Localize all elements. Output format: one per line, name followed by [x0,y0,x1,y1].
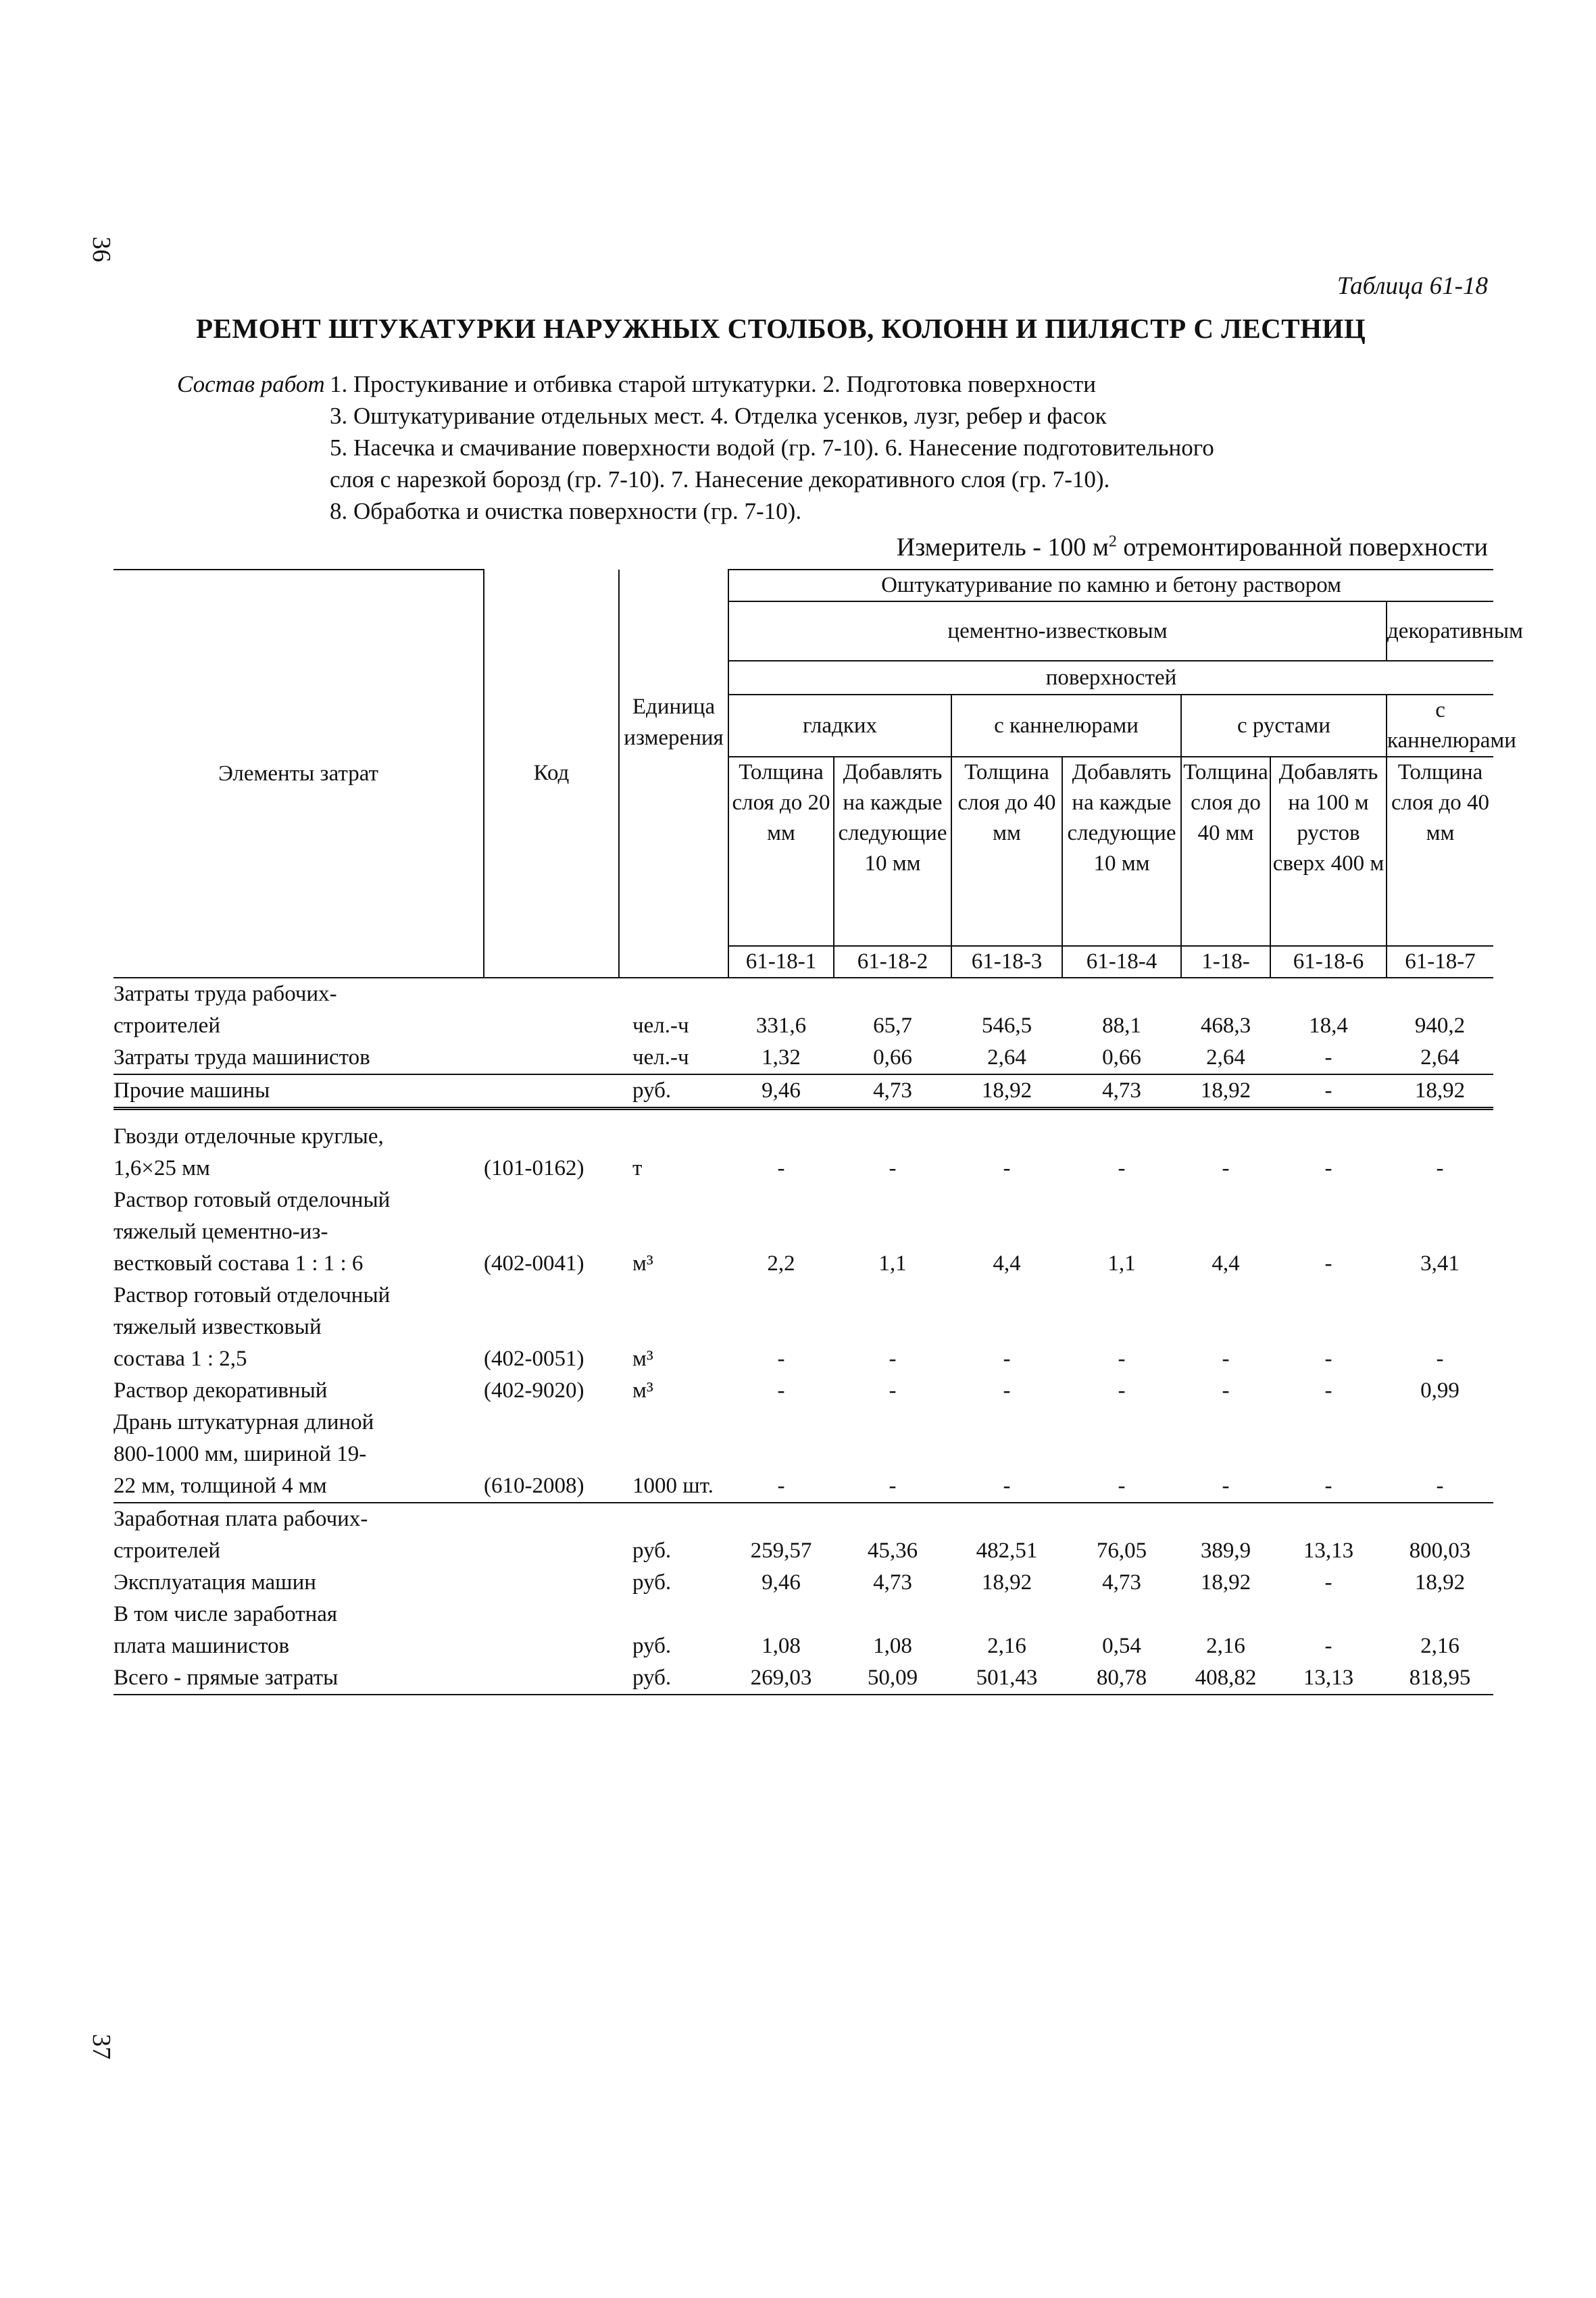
row-code: (402-0051) [484,1347,584,1371]
row-unit [619,1407,728,1439]
row-value [1062,1216,1181,1248]
row-code: (610-2008) [484,1470,619,1503]
row-value [834,1312,951,1343]
row-element: Дрань штукатурная длиной [114,1410,374,1434]
header-sub-4: Добавлять на каждые следующие 10 мм [1062,757,1181,946]
row-value: 940,2 [1414,1014,1466,1038]
row-value [951,1503,1062,1535]
row-unit: м³ [632,1347,653,1371]
row-value: - [1118,1347,1126,1371]
row-value [1387,1121,1493,1153]
row-value: - [1062,1470,1181,1503]
row-value [1387,1599,1493,1630]
row-value: 1,08 [762,1634,801,1658]
table-row [114,1184,1493,1216]
row-value: 408,82 [1181,1662,1270,1695]
row-value: 88,1 [1102,1014,1141,1038]
row-value: 1,08 [873,1634,912,1658]
header-kann: с каннелюрами [951,695,1181,757]
table-row [114,1535,1493,1567]
row-unit: руб. [619,1074,728,1109]
row-code [484,1630,619,1662]
row-value [834,1184,951,1216]
row-unit: руб. [632,1539,672,1563]
row-unit [619,1439,728,1470]
row-value: 3,41 [1420,1251,1460,1276]
row-value [1181,978,1270,1010]
row-value: - [1118,1156,1126,1180]
row-value: 546,5 [981,1014,1032,1038]
row-unit [619,1599,728,1630]
row-value [1181,1121,1270,1153]
table-row [114,1439,1493,1470]
row-value: 0,54 [1102,1634,1141,1658]
row-value: 501,43 [951,1662,1062,1695]
row-value [728,1407,834,1439]
row-code [484,1662,619,1695]
header-surfaces: поверхностей [728,661,1493,695]
row-unit [619,1121,728,1153]
row-value [951,1280,1062,1312]
row-value: - [1270,1470,1387,1503]
row-value [728,1280,834,1312]
row-value: 4,73 [834,1074,951,1109]
row-unit: м³ [632,1251,653,1276]
row-value: - [1003,1156,1011,1180]
row-element: вестковый состава 1 : 1 : 6 [114,1251,364,1276]
row-element: Прочие машины [114,1074,484,1109]
row-value [834,1503,951,1535]
works-label: Состав работ [177,371,325,397]
row-element: состава 1 : 2,5 [114,1347,247,1371]
code-cell: 61-18-3 [951,946,1062,978]
header-sub-2: Добавлять на каждые следующие 10 мм [834,757,951,946]
row-value: 18,92 [1414,1570,1466,1595]
row-unit: руб. [619,1662,728,1695]
row-value: 4,4 [993,1251,1021,1276]
row-value [1387,1280,1493,1312]
row-value [834,1599,951,1630]
row-code [484,1599,619,1630]
row-value: - [777,1347,785,1371]
row-value: - [1222,1347,1230,1371]
row-value [834,978,951,1010]
row-value: - [1324,1251,1332,1276]
row-value: 50,09 [834,1662,951,1695]
row-value [1270,1503,1387,1535]
row-code [484,1503,619,1535]
code-cell: 61-18-1 [728,946,834,978]
table-row [114,1153,1493,1184]
row-value: 45,36 [867,1539,918,1563]
header-sub-7: Толщина слоя до 40 мм [1387,757,1493,946]
row-value [1181,1407,1270,1439]
row-value: - [728,1470,834,1503]
row-value [728,1503,834,1535]
row-value: 4,73 [1062,1074,1181,1109]
row-element: строителей [114,1539,220,1563]
row-value [1062,1121,1181,1153]
row-value [1270,1216,1387,1248]
header-group: Оштукатуривание по камню и бетону раствором [728,570,1493,601]
row-value [1270,1407,1387,1439]
page-number-bottom: 37 [87,2034,116,2059]
row-value: 482,51 [976,1539,1038,1563]
table-row [114,1599,1493,1630]
table-row [114,1567,1493,1599]
row-value: - [889,1378,897,1403]
table-row [114,1248,1493,1280]
row-value [1270,1280,1387,1312]
row-value: 18,92 [1181,1074,1270,1109]
row-code [484,1042,619,1074]
row-value: 800,03 [1409,1539,1471,1563]
row-value: 0,99 [1420,1378,1460,1403]
header-sub-3: Толщина слоя до 40 мм [951,757,1062,946]
row-value [728,978,834,1010]
row-unit [619,1216,728,1248]
row-element: 22 мм, толщиной 4 мм [114,1470,484,1503]
row-element: тяжелый известковый [114,1315,322,1339]
row-element: Раствор готовый отделочный [114,1188,391,1212]
table-row [114,1470,1493,1503]
row-value: 2,64 [1181,1042,1270,1074]
row-value [1270,1184,1387,1216]
row-value: 1,1 [878,1251,907,1276]
row-value: - [1270,1042,1387,1074]
row-value: - [1324,1634,1332,1658]
row-code [484,978,619,1010]
row-value [1270,1312,1387,1343]
page-title: РЕМОНТ ШТУКАТУРКИ НАРУЖНЫХ СТОЛБОВ, КОЛОНН И ПИЛЯСТР С ЛЕСТНИЦ [196,313,1366,344]
table-row [114,1042,1493,1074]
row-value: - [1222,1378,1230,1403]
code-cell: 61-18-6 [1270,946,1387,978]
row-value [951,1184,1062,1216]
row-code: (402-0041) [484,1251,584,1276]
row-value: - [951,1470,1062,1503]
row-value: - [1181,1470,1270,1503]
row-value: 1,32 [728,1042,834,1074]
works-line: 3. Оштукатуривание отдельных мест. 4. Отделка усенков, лузг, ребер и фасок [330,403,1107,429]
row-value [1181,1312,1270,1343]
row-value: - [1324,1378,1332,1403]
row-value: 0,66 [1062,1042,1181,1074]
row-value: 2,16 [1206,1634,1245,1658]
row-code: (402-9020) [484,1378,584,1403]
works-line: 1. Простукивание и отбивка старой штукатурки. 2. Подготовка поверхности [330,371,1096,397]
row-value: 76,05 [1096,1539,1147,1563]
row-value: 18,92 [1200,1570,1251,1595]
row-value [951,1407,1062,1439]
header-unit: Единица измерения [619,570,728,978]
row-value [1270,1599,1387,1630]
row-value: 269,03 [728,1662,834,1695]
row-value [834,1216,951,1248]
row-value: 9,46 [728,1074,834,1109]
row-unit: чел.-ч [619,1042,728,1074]
code-cell: 61-18-7 [1387,946,1493,978]
row-element: Заработная плата рабочих- [114,1507,368,1531]
row-element: Затраты труда рабочих- [114,982,337,1006]
row-element: 1,6×25 мм [114,1156,210,1180]
row-value: 80,78 [1062,1662,1181,1695]
row-value: 18,92 [951,1074,1062,1109]
cost-table [114,569,1523,1695]
row-value [728,1599,834,1630]
row-value [1387,1439,1493,1470]
row-value: 259,57 [750,1539,812,1563]
row-value: 18,92 [1387,1074,1493,1109]
row-value: 4,73 [873,1570,912,1595]
row-element: Затраты труда машинистов [114,1042,484,1074]
row-code [484,1535,619,1567]
works-line: слоя с нарезкой борозд (гр. 7-10). 7. Нанесение декоративного слоя (гр. 7-10). [330,466,1110,493]
row-value [834,1407,951,1439]
row-code: (101-0162) [484,1156,584,1180]
header-smooth: гладких [728,695,951,757]
table-row [114,1503,1493,1535]
table-row [114,1312,1493,1343]
row-unit [619,1503,728,1535]
row-value: 1,1 [1107,1251,1136,1276]
table-row [114,1662,1493,1695]
row-value: 2,16 [987,1634,1026,1658]
row-value [1181,1503,1270,1535]
row-value [1181,1280,1270,1312]
row-value [834,1121,951,1153]
table-row [114,1121,1493,1153]
code-cell: 61-18-2 [834,946,951,978]
row-value [728,1184,834,1216]
row-value: 2,64 [951,1042,1062,1074]
row-value [951,1216,1062,1248]
page-number-top: 36 [87,236,116,262]
row-value [1387,1503,1493,1535]
row-value [1062,1599,1181,1630]
table-row [114,1630,1493,1662]
row-value: 13,13 [1303,1539,1354,1563]
row-value: 2,64 [1387,1042,1493,1074]
row-value: 4,4 [1212,1251,1240,1276]
row-value [1181,1184,1270,1216]
header-sub-5: Толщина слоя до 40 мм [1181,757,1270,946]
row-value [728,1121,834,1153]
row-value: 468,3 [1200,1014,1251,1038]
row-value [1181,1599,1270,1630]
row-value [951,1439,1062,1470]
table-label: Таблица 61-18 [1337,272,1488,300]
row-value: - [777,1378,785,1403]
row-value [951,1121,1062,1153]
table-row [114,1375,1493,1407]
row-unit: 1000 шт. [619,1470,728,1503]
row-code [484,1312,619,1343]
header-kann2: с каннелюрами [1387,695,1493,757]
row-value: 0,66 [834,1042,951,1074]
row-value: - [1270,1074,1387,1109]
row-value [1387,1216,1493,1248]
row-value: 2,2 [767,1251,795,1276]
row-value: 18,92 [981,1570,1032,1595]
row-value [1387,978,1493,1010]
row-code [484,1074,619,1109]
row-code [484,1280,619,1312]
row-element: В том числе заработная [114,1602,338,1626]
works-line: 8. Обработка и очистка поверхности (гр. 7-10). [330,498,802,524]
row-value [1270,1439,1387,1470]
row-value [1062,1312,1181,1343]
table-row [114,1010,1493,1042]
header-sub-1: Толщина слоя до 20 мм [728,757,834,946]
row-value: - [834,1470,951,1503]
row-value [1387,1407,1493,1439]
row-value [834,1439,951,1470]
row-value [1270,1121,1387,1153]
row-code [484,1010,619,1042]
row-element: Гвозди отделочные круглые, [114,1124,384,1149]
row-unit [619,1312,728,1343]
row-code [484,1567,619,1599]
row-value: - [1436,1347,1444,1371]
measure-unit: Измеритель - 100 $м^2$ отремонтированной поверхности [896,532,1488,561]
row-value: - [777,1156,785,1180]
row-value: 818,95 [1387,1662,1493,1695]
table-row [114,1074,1493,1109]
row-code [484,1121,619,1153]
row-value [834,1280,951,1312]
row-value [728,1439,834,1470]
row-element: тяжелый цементно-из- [114,1220,328,1244]
row-value [951,978,1062,1010]
row-value [951,1312,1062,1343]
header-sub-6: Добавлять на 100 м рустов сверх 400 м [1270,757,1387,946]
row-value: - [1387,1470,1493,1503]
row-value [1181,1439,1270,1470]
row-value: - [1003,1378,1011,1403]
row-value: - [1324,1156,1332,1180]
row-value: 65,7 [873,1014,912,1038]
table-row [114,1280,1493,1312]
row-value: - [889,1347,897,1371]
row-element: Раствор декоративный [114,1378,328,1403]
header-decor: декоративным [1387,601,1493,661]
row-value: 2,16 [1420,1634,1460,1658]
table-row [114,1407,1493,1439]
row-value: - [1324,1570,1332,1595]
row-unit: м³ [632,1378,653,1403]
row-unit [619,978,728,1010]
row-value: - [1436,1156,1444,1180]
row-value [728,1216,834,1248]
row-value [1387,1184,1493,1216]
row-unit: руб. [632,1570,672,1595]
row-value [1062,1280,1181,1312]
row-value [1181,1216,1270,1248]
row-element: строителей [114,1014,220,1038]
works-line: 5. Насечка и смачивание поверхности водой (гр. 7-10). 6. Нанесение подготовительного [330,434,1214,461]
row-value [1387,1312,1493,1343]
row-value: - [1324,1347,1332,1371]
row-value: 18,4 [1309,1014,1348,1038]
row-element: плата машинистов [114,1634,290,1658]
row-code [484,1407,619,1439]
row-unit [619,1280,728,1312]
row-value [1062,1184,1181,1216]
row-unit [619,1184,728,1216]
table-row [114,978,1493,1010]
row-element: Всего - прямые затраты [114,1662,484,1695]
row-code [484,1439,619,1470]
row-value [1062,1439,1181,1470]
row-value [1062,1503,1181,1535]
code-cell: 1-18- [1181,946,1270,978]
header-code: Код [484,570,619,978]
row-value: - [1118,1378,1126,1403]
row-code [484,1216,619,1248]
row-value [728,1312,834,1343]
code-cell: 61-18-4 [1062,946,1181,978]
row-value: - [1003,1347,1011,1371]
row-unit: чел.-ч [632,1014,689,1038]
table-row [114,1343,1493,1375]
row-value [1062,1407,1181,1439]
row-unit: т [632,1156,643,1180]
header-cement: цементно-известковым [728,601,1387,661]
row-element: Эксплуатация машин [114,1570,316,1595]
row-value: 389,9 [1200,1539,1251,1563]
row-value: 9,46 [762,1570,801,1595]
header-rust: с рустами [1181,695,1387,757]
row-value [1270,978,1387,1010]
row-value: 331,6 [755,1014,807,1038]
row-value: 4,73 [1102,1570,1141,1595]
header-elements: Элементы затрат [114,570,484,978]
row-value: - [1222,1156,1230,1180]
row-element: 800-1000 мм, шириной 19- [114,1442,367,1466]
row-element: Раствор готовый отделочный [114,1283,391,1307]
row-value: 13,13 [1270,1662,1387,1695]
table-row [114,1216,1493,1248]
row-value [1062,978,1181,1010]
row-code [484,1184,619,1216]
row-unit: руб. [632,1634,672,1658]
row-value: - [889,1156,897,1180]
spacer-row [114,1109,1493,1122]
row-value [951,1599,1062,1630]
